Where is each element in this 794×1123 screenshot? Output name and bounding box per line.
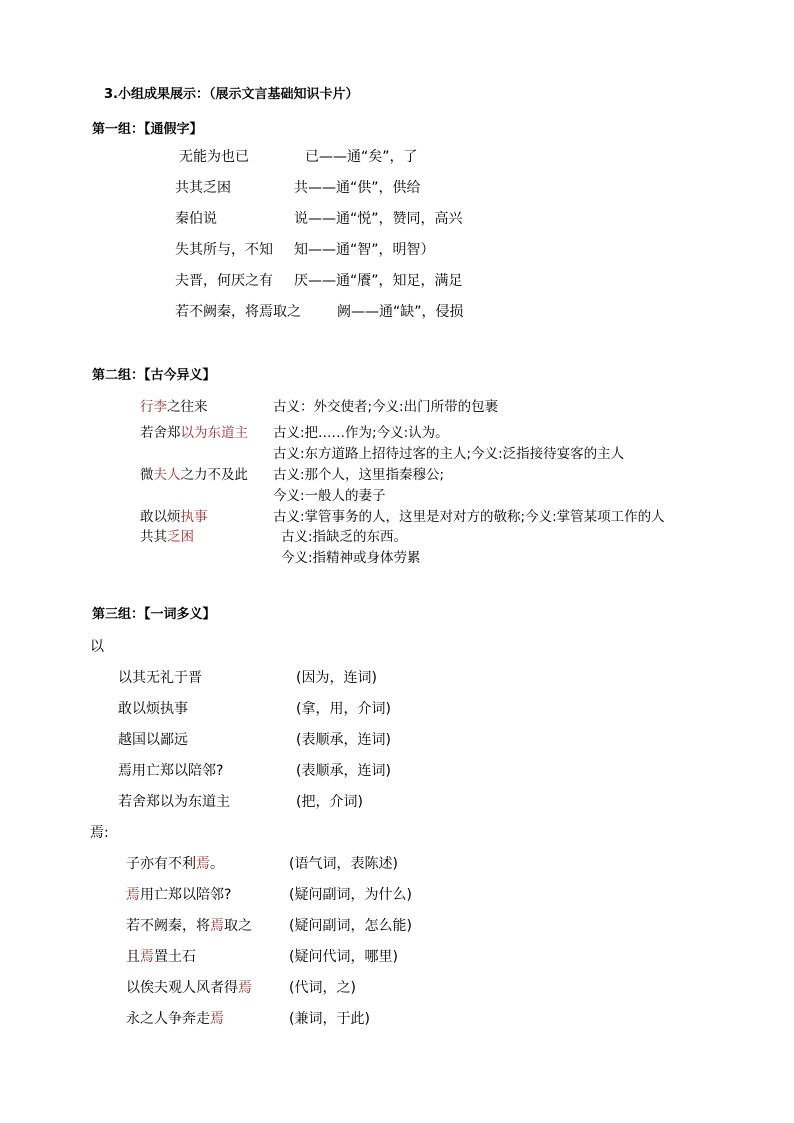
g2-term-rest: 之力不及此 [180,467,248,483]
g3-word-yan: 焉: [90,825,109,841]
g3-example-post: 置土石 [154,949,196,965]
g3-example-post: 用亡郑以陪邻? [140,887,232,903]
g3-note: (兼词，于此) [289,1011,370,1027]
g1-phrase: 失其所与，不知 [175,242,273,258]
g2-term-rest: 之往来 [167,399,208,415]
g3-example-post: 取之 [224,918,252,934]
g2-term-pre: 敢以烦 [140,509,181,525]
group3-heading: 第三组：【一词多义】 [92,607,216,622]
group1-heading: 第一组：【通假字】 [92,122,203,137]
g3-note: (表顺承，连词) [296,763,391,779]
g3-example-word: 焉 [126,887,140,903]
g3-example-word: 焉 [196,856,210,872]
g1-note: 共——通“供”，供给 [294,180,421,196]
g1-note: 知——通“智”，明智） [294,242,435,258]
g2-note: 古义:指缺乏的东西。 [281,529,408,545]
g3-example [126,884,231,904]
g3-example [126,946,196,966]
g3-note: (代词，之) [289,980,356,996]
g3-example-word: 焉 [140,949,154,965]
g3-note: (疑问代词，哪里) [289,949,398,965]
g3-example-pre: 焉用亡郑 [118,763,174,779]
g3-example [118,760,223,780]
g1-note: 已——通“矣”，了 [305,149,418,165]
g3-example [118,667,202,687]
g1-note: 说——通“悦”，赞同，高兴 [294,211,463,227]
g2-note: 今义:一般人的妻子 [273,488,386,504]
g2-term-pre: 共其 [140,529,167,545]
g3-example-post: 为东道主 [174,794,230,810]
g3-example-word: 以 [146,732,160,748]
g3-example [126,853,224,873]
g3-note: (疑问副词，怎么能) [289,918,412,934]
g3-example [126,915,252,935]
g2-term-highlight: 乏困 [167,529,194,545]
g3-example-word: 焉 [238,980,252,996]
g3-note: (表顺承，连词) [296,732,391,748]
g3-note: (疑问副词，为什么) [289,887,412,903]
g1-phrase: 秦伯说 [175,211,217,227]
g3-example-pre: 若不阙秦，将 [126,918,210,934]
g2-note: 古义:掌管事务的人，这里是对对方的敬称;今义:掌管某项工作的人 [273,509,665,525]
g3-example-word: 以 [118,670,132,686]
g2-term-highlight: 以为东道主 [180,425,248,441]
g2-note: 古义:那个人，这里指秦穆公; [273,467,445,483]
g3-example-pre: 越国 [118,732,146,748]
g3-example-word: 以 [132,701,146,717]
g3-example-post: 。 [210,856,224,872]
g1-phrase: 若不阙秦，将焉取之 [175,304,301,320]
g3-example-pre: 以俟夫观人风者得 [126,980,238,996]
g2-note: 今义:指精神或身体劳累 [281,550,421,566]
g2-note: 古义：外交使者;今义:出门所带的包裹 [273,399,499,415]
g3-example-pre: 且 [126,949,140,965]
g1-phrase: 无能为也已 [179,149,249,165]
g3-example-word: 焉 [210,1011,224,1027]
g3-example [126,1008,224,1028]
g3-example-word: 焉 [210,918,224,934]
g2-term [140,525,194,545]
g2-term [140,395,208,415]
g3-example-post: 其无礼于晋 [132,670,202,686]
g2-term-highlight: 行李 [140,399,167,415]
g3-example-pre: 敢 [118,701,132,717]
g3-word-yi: 以 [90,639,104,655]
g3-example-pre: 永之人争奔走 [126,1011,210,1027]
g2-term-pre: 若舍郑 [140,425,181,441]
g3-example [118,698,188,718]
g3-example-post: 鄙远 [160,732,188,748]
g3-note: (把，介词) [296,794,363,810]
g3-example-word: 以 [160,794,174,810]
g2-term [140,463,248,483]
g2-note: 古义:把……作为;今义:认为。 [273,425,449,441]
g2-term [140,421,248,441]
g2-term-highlight: 夫人 [153,467,181,483]
g3-example [118,791,230,811]
g3-example [126,977,252,997]
g2-term [140,505,208,525]
g3-example-pre: 若舍郑 [118,794,160,810]
g1-phrase: 夫晋，何厌之有 [175,273,273,289]
g1-note: 厌——通“餍”，知足，满足 [294,273,463,289]
g2-note: 古义:东方道路上招待过客的主人;今义:泛指接待宴客的主人 [273,446,625,462]
g1-note: 阙——通“缺”，侵损 [337,304,464,320]
g3-note: (拿，用，介词) [296,701,391,717]
g3-example-post: 陪邻? [188,763,224,779]
g3-example [118,729,188,749]
g3-example-post: 烦执事 [146,701,188,717]
group2-heading: 第二组：【古今异义】 [92,368,216,383]
g2-term-pre: 微 [140,467,154,483]
g1-phrase: 共其乏困 [175,180,231,196]
section-title: 3.小组成果展示：（展示文言基础知识卡片） [104,87,359,102]
g3-example-word: 以 [174,763,188,779]
g3-note: (语气词，表陈述) [289,856,398,872]
g2-term-highlight: 执事 [180,509,208,525]
g3-note: (因为，连词) [296,670,377,686]
g3-example-pre: 子亦有不利 [126,856,196,872]
